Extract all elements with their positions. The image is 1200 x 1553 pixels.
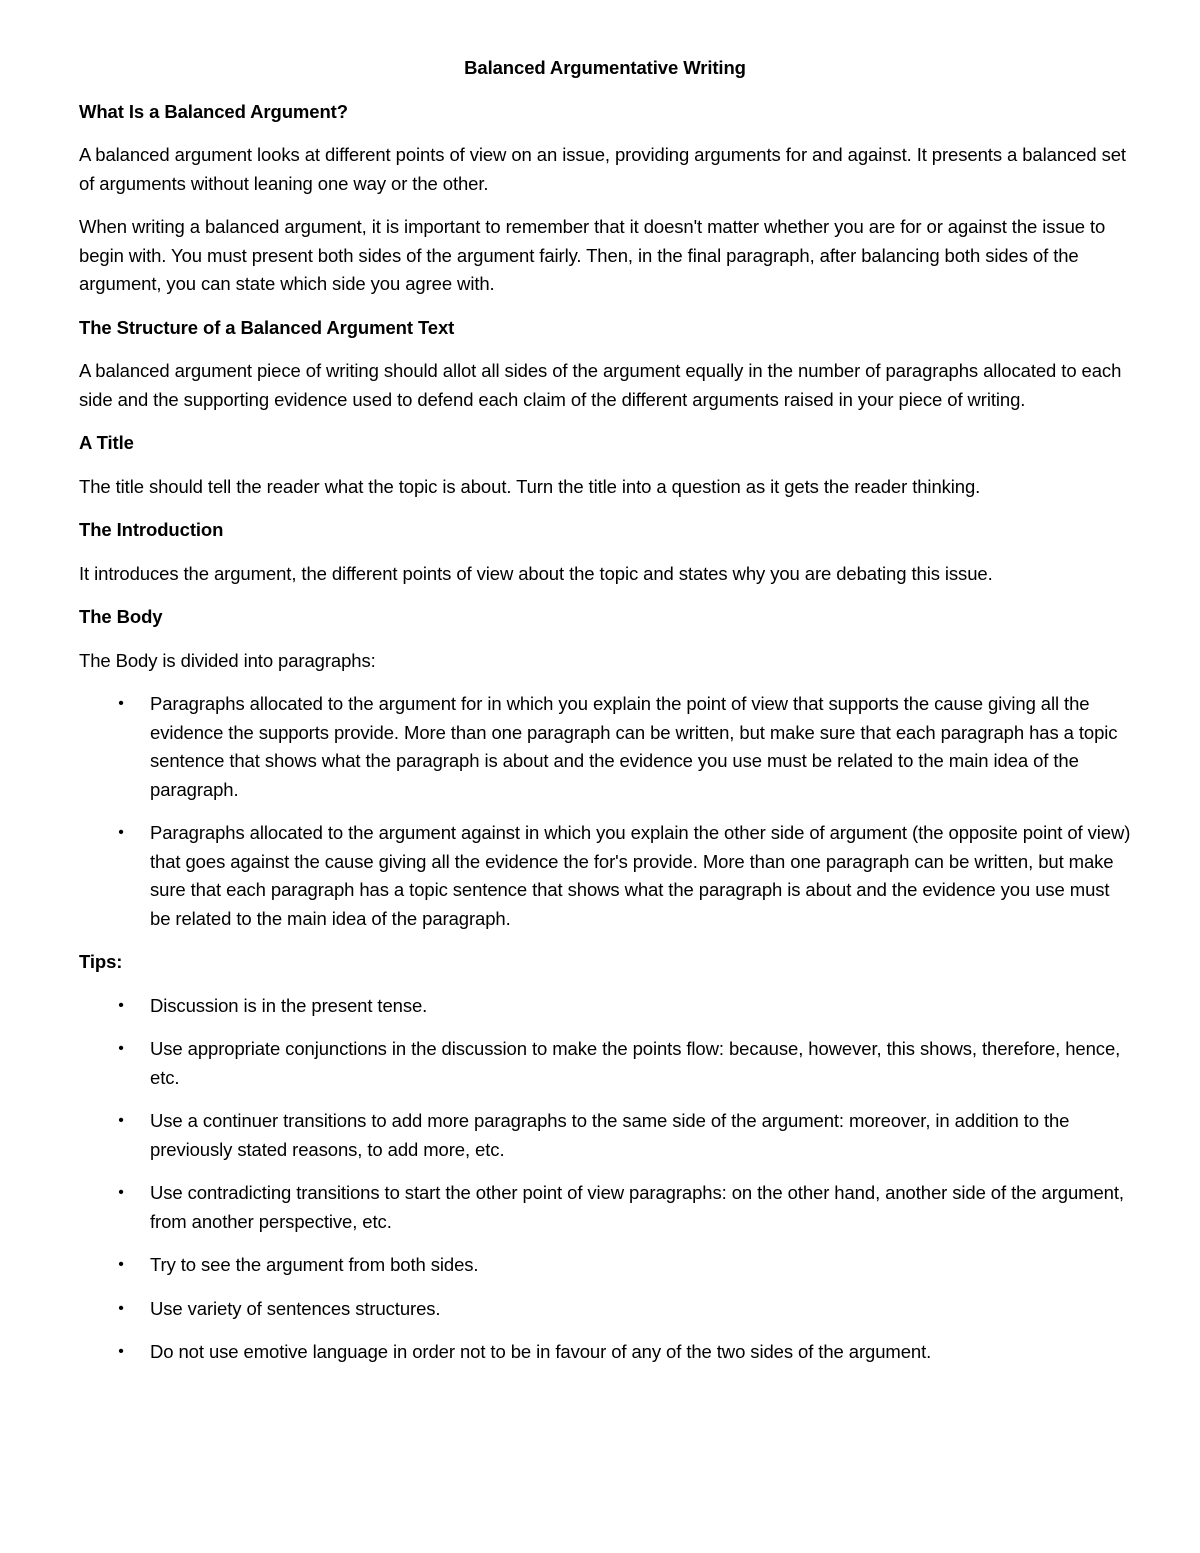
list-item [79,819,1131,933]
list-item [79,1179,1131,1236]
bullet-icon: • [118,1343,124,1360]
list-item [79,1251,1131,1280]
list-item-text: Do not use emotive language in order not to be in favour of any of the two sides of the argument. [150,1341,932,1362]
list-item [79,690,1131,804]
list-item-text: Use a continuer transitions to add more paragraphs to the same side of the argument: moreover, in addition to the previously stated reasons, to add more, etc. [150,1110,1070,1160]
bullet-icon: • [118,996,124,1014]
heading-introduction: The Introduction [79,519,224,540]
heading-tips: Tips: [79,951,123,972]
body-bullet-list [79,690,1131,933]
paragraph-introduction: It introduces the argument, the different points of view about the topic and states why you are debating this issue. [79,562,993,584]
paragraph-writing-advice: When writing a balanced argument, it is important to remember that it doesn't matter whether you are for or against the issue to begin with. You must present both sides of the argument fairly. Then, in the final paragraph, after balancing both sides of the argument, you can state which side you agree with. [79,216,1106,294]
list-item [79,1295,1131,1324]
paragraph-definition: A balanced argument looks at different points of view on an issue, providing arguments for and against. It presents a balanced set of arguments without leaning one way or the other. [79,144,1126,194]
list-item [79,1338,1131,1367]
bullet-icon: • [118,1299,124,1317]
paragraph-a-title: The title should tell the reader what the topic is about. Turn the title into a question as it gets the reader thinking. [79,475,981,497]
bullet-icon: • [118,1256,124,1273]
list-item [79,1107,1131,1164]
list-item-text: Paragraphs allocated to the argument for in which you explain the point of view that supports the cause giving all the evidence the supports provide. More than one paragraph can be written, but make sure that each paragraph has a topic sentence that shows what the paragraph is about and the evidence you use must be related to the main idea of the paragraph. [150,693,1118,800]
list-item [79,1035,1131,1092]
bullet-icon: • [118,1184,124,1201]
bullet-icon: • [118,1040,124,1057]
bullet-icon: • [118,695,124,712]
heading-body: The Body [79,606,163,627]
tips-bullet-list [79,992,1131,1367]
document-page [79,54,1131,1382]
list-item-text: Use variety of sentences structures. [150,1297,441,1319]
list-item-text: Try to see the argument from both sides. [150,1254,479,1275]
document-title: Balanced Argumentative Writing [464,57,746,78]
list-item-text: Use contradicting transitions to start the other point of view paragraphs: on the other hand, another side of the argument, from another perspective, etc. [150,1182,1124,1232]
heading-structure: The Structure of a Balanced Argument Text [79,316,455,338]
list-item [79,992,1131,1021]
paragraph-structure: A balanced argument piece of writing should allot all sides of the argument equally in the number of paragraphs allocated to each side and the supporting evidence used to defend each claim of the different arguments raised in your piece of writing. [79,360,1122,410]
bullet-icon: • [118,1112,124,1129]
list-item-text: Paragraphs allocated to the argument against in which you explain the other side of argument (the opposite point of view) that goes against the cause giving all the evidence the for's provide. More than one paragraph can be written, but make sure that each paragraph has a topic sentence that shows what the paragraph is about and the evidence you use must be related to the main idea of the paragraph. [150,822,1131,929]
bullet-icon: • [118,824,124,841]
list-item-text: Use appropriate conjunctions in the discussion to make the points flow: because, however, this shows, therefore, hence, etc. [150,1038,1121,1088]
heading-a-title: A Title [79,432,134,453]
list-item-text: Discussion is in the present tense. [150,994,428,1016]
paragraph-body-intro: The Body is divided into paragraphs: [79,649,376,671]
heading-what-is-balanced-argument: What Is a Balanced Argument? [79,100,348,122]
